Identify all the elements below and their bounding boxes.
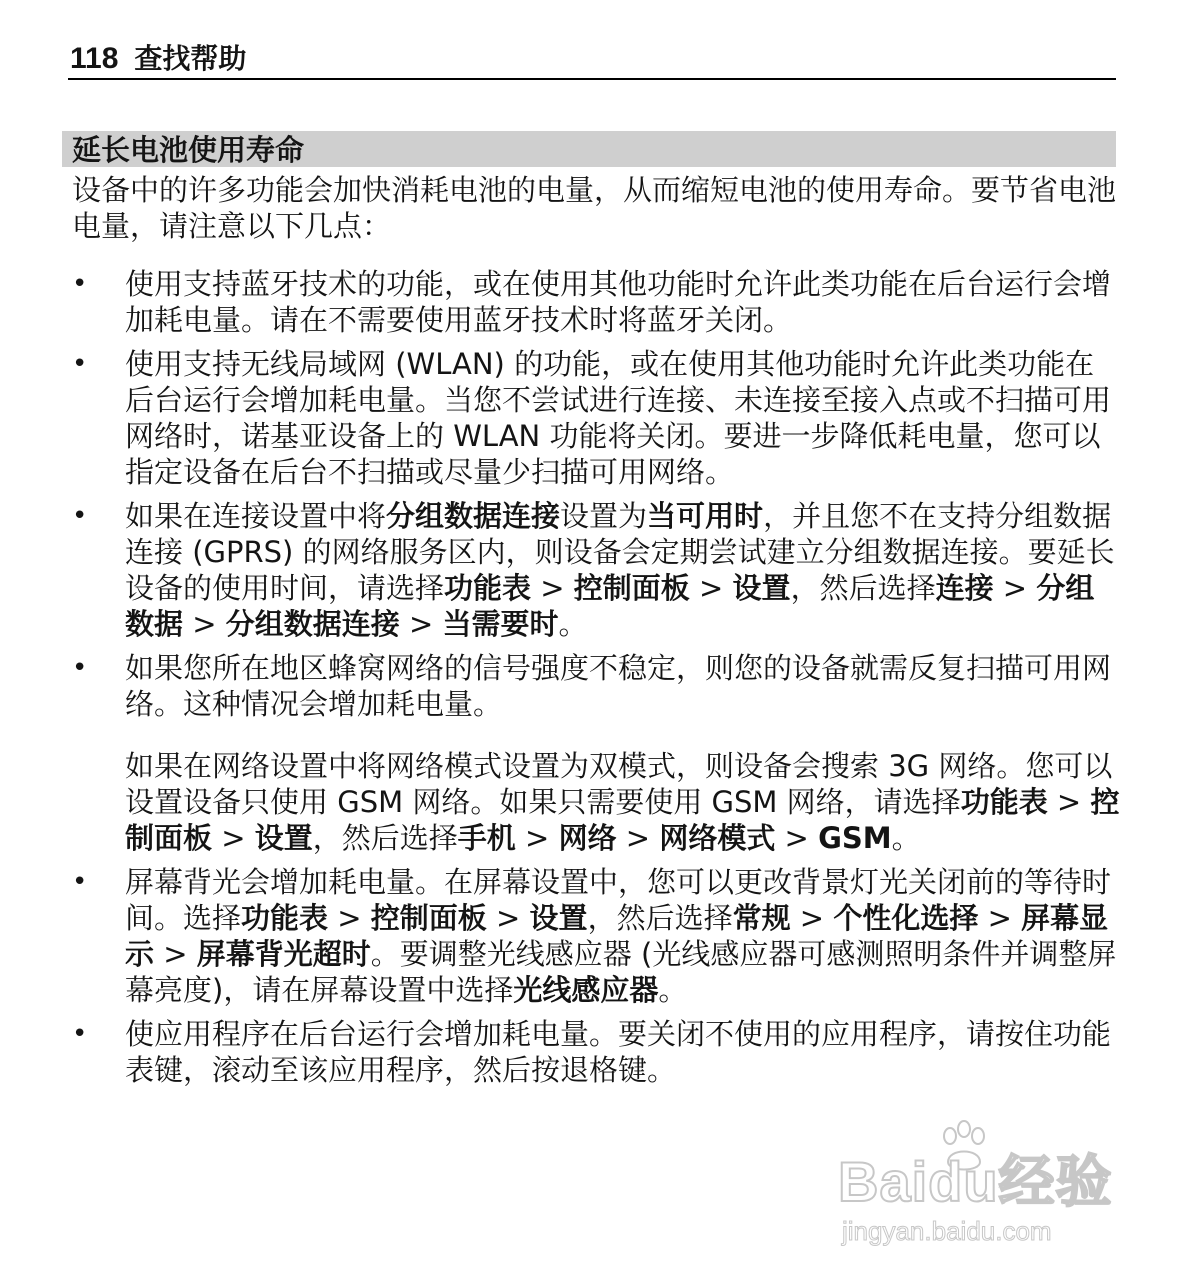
text-run: ，然后选择	[587, 901, 733, 935]
section-heading-bar	[62, 131, 1116, 167]
menu-term: 功能表	[241, 901, 329, 935]
menu-term: 设置	[254, 821, 313, 855]
bullet-icon: •	[72, 501, 88, 531]
list-item-text: 使应用程序在后台运行会增加耗电量。要关闭不使用的应用程序，请按住功能表键，滚动至该应用程序，然后按退格键。	[125, 1017, 1112, 1087]
menu-term: 功能表	[960, 785, 1048, 819]
text-run: ，然后选择	[790, 571, 936, 605]
text-run: 。	[658, 973, 688, 1007]
sub-paragraph	[125, 748, 1120, 856]
tips-list	[72, 266, 1120, 1088]
path-separator: >	[328, 901, 371, 935]
bullet-icon: •	[72, 349, 88, 379]
menu-term: 当需要时	[442, 607, 559, 641]
list-item	[72, 650, 1120, 856]
menu-term: 设置	[732, 571, 791, 605]
path-separator: >	[183, 607, 226, 641]
menu-term: 网络模式	[659, 821, 776, 855]
menu-term: 控制面板	[125, 785, 1120, 855]
menu-term: 连接	[935, 571, 994, 605]
path-separator: >	[775, 821, 819, 855]
path-separator: >	[486, 901, 530, 935]
body-content	[72, 172, 1120, 1096]
menu-term: 屏幕显示	[125, 901, 1109, 971]
menu-term: 当可用时	[647, 499, 764, 533]
path-separator: >	[212, 821, 255, 855]
text-run: 屏幕背光会增加耗电量。在屏幕设置中，您可以更改背景灯光关闭前的等待时间。选择	[125, 865, 1112, 935]
list-item-text: 使用支持蓝牙技术的功能，或在使用其他功能时允许此类功能在后台运行会增加耗电量。请在不需要使用蓝牙技术时将蓝牙关闭。	[125, 267, 1112, 337]
path-separator: >	[790, 901, 834, 935]
page-number: 118	[70, 42, 119, 75]
text-run: ，然后选择	[312, 821, 458, 855]
path-separator: >	[515, 821, 559, 855]
list-item	[72, 346, 1120, 490]
menu-term: 分组数据连接	[386, 499, 561, 533]
list-item	[72, 864, 1120, 1008]
list-item-text: 如果您所在地区蜂窝网络的信号强度不稳定，则您的设备就需反复扫描可用网络。这种情况会增加耗电量。	[125, 651, 1112, 721]
menu-term: 控制面板	[573, 571, 690, 605]
bullet-icon: •	[72, 653, 88, 683]
list-item	[72, 498, 1120, 642]
watermark-url: jingyan.baidu.com	[842, 1216, 1052, 1246]
text-run: 如果在网络设置中将网络模式设置为双模式，则设备会搜索 3G 网络。您可以设置设备只使用 GSM 网络。如果只需要使用 GSM 网络，请选择	[125, 749, 1113, 819]
menu-term: 控制面板	[370, 901, 487, 935]
intro-paragraph: 设备中的许多功能会加快消耗电池的电量，从而缩短电池的使用寿命。要节省电池电量，请注意以下几点：	[72, 173, 1117, 243]
text-run: 设置为	[560, 499, 648, 533]
menu-term: 手机	[457, 821, 516, 855]
page-header	[68, 42, 1116, 80]
list-item	[72, 1016, 1120, 1088]
menu-term: 常规	[732, 901, 791, 935]
bullet-icon: •	[72, 867, 88, 897]
baidu-watermark	[838, 1120, 1118, 1250]
menu-term: 个性化选择	[833, 901, 979, 935]
path-separator: >	[1047, 785, 1091, 819]
menu-term: 设置	[529, 901, 588, 935]
text-run: 如果在连接设置中将	[125, 499, 387, 533]
bullet-icon: •	[72, 269, 88, 299]
path-separator: >	[154, 937, 197, 971]
path-separator: >	[689, 571, 733, 605]
menu-term: 屏幕背光超时	[196, 937, 371, 971]
menu-term: 分组数据连接	[225, 607, 400, 641]
list-item	[72, 266, 1120, 338]
path-separator: >	[531, 571, 574, 605]
menu-term: GSM	[818, 821, 892, 855]
path-separator: >	[978, 901, 1022, 935]
menu-term: 分组数据	[125, 571, 1095, 641]
path-separator: >	[399, 607, 443, 641]
chapter-title: 查找帮助	[134, 42, 247, 75]
bullet-icon: •	[72, 1019, 88, 1049]
path-separator: >	[616, 821, 660, 855]
menu-term: 光线感应器	[513, 973, 659, 1007]
text-run: 。要调整光线感应器 (光线感应器可感测照明条件并调整屏幕亮度)，请在屏幕设置中选择	[125, 937, 1117, 1007]
section-title: 延长电池使用寿命	[72, 133, 305, 167]
list-item-text: 使用支持无线局域网 (WLAN) 的功能，或在使用其他功能时允许此类功能在后台运行会增加耗电量。当您不尝试进行连接、未连接至接入点或不扫描可用网络时，诺基亚设备上的 WLAN 功能将关闭。要进一步降低耗电量，您可以指定设备在后台不扫描或尽量少扫描可用网络。	[125, 347, 1112, 489]
text-run: 。	[891, 821, 921, 855]
text-run: ，并且您不在支持分组数据连接 (GPRS) 的网络服务区内，则设备会定期尝试建立分组数据连接。要延长设备的使用时间，请选择	[125, 499, 1115, 605]
path-separator: >	[993, 571, 1037, 605]
menu-term: 功能表	[444, 571, 532, 605]
text-run: 。	[558, 607, 588, 641]
menu-term: 网络	[558, 821, 617, 855]
watermark-logo-text: Baidu经验	[838, 1150, 1113, 1213]
